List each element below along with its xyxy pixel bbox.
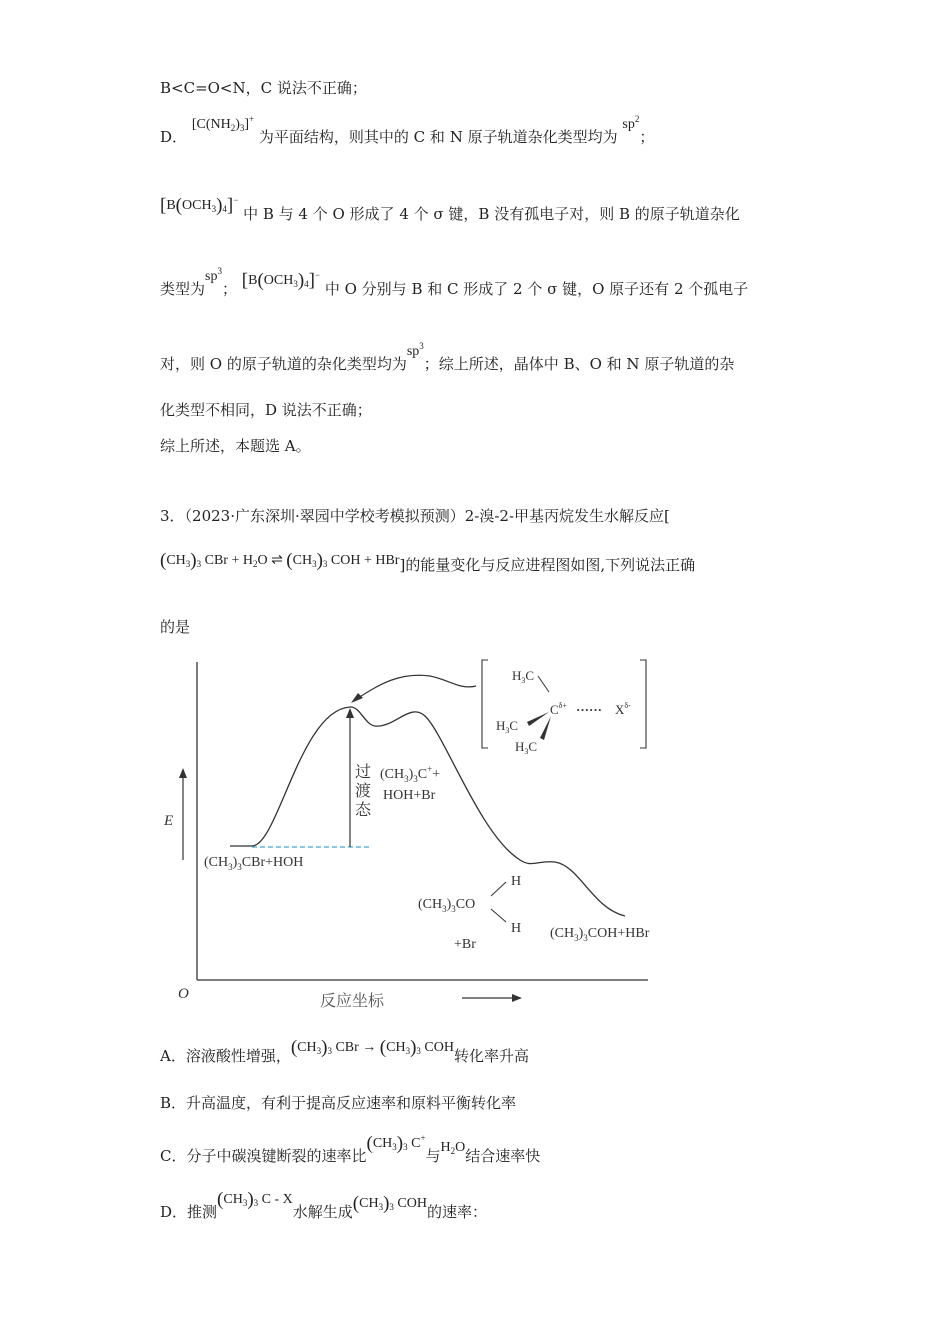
explanation-line-b1: $[B(OCH_3)_4]^-$ 中 B 与 4 个 O 形成了 4 个 σ 键，B 没有孤电子对，则 B 的原子轨道杂化: [160, 195, 740, 223]
ts-label-2: 渡: [355, 781, 372, 800]
ts-wedge-left: [527, 712, 549, 726]
ts-bond-top: [538, 676, 549, 692]
bromide-label: +Br: [454, 937, 476, 952]
ts-wedge-bottom: [540, 716, 551, 740]
borate-formula-2: $[B(OCH_3)_4]^-$: [241, 270, 321, 291]
explanation-line-b4: 化类型不相同，D 说法不正确；: [160, 401, 372, 419]
ts-bracket-left: [482, 660, 488, 748]
question-stem-3: 的是: [160, 618, 191, 636]
question-stem-1: 3．（2023·广东深圳·翠园中学校考模拟预测）2-溴-2-甲基丙烷发生水解反应[: [160, 507, 670, 525]
reactant-label: $(CH_3)_3CBr+HOH$: [204, 855, 304, 872]
option-c-cation: $(CH_3)_3$ C+: [366, 1133, 426, 1154]
option-c-water: $H_2O$: [440, 1140, 466, 1156]
option-d-alcohol: $(CH_3)_3$ COH: [352, 1193, 427, 1214]
explanation-line-b3: 对，则 O 的原子轨道的杂化类型均为$sp^3$；综上所述，晶体中 B、O 和 N 原子轨道的杂: [160, 341, 735, 373]
oh-bond-upper: [491, 882, 506, 896]
ts-methyl-left: $H_3C$: [496, 718, 519, 735]
energy-arrow-head: [179, 768, 187, 778]
oxonium-h-lower: H: [511, 921, 522, 936]
borate-formula: $[B(OCH_3)_4]^-$: [160, 195, 239, 216]
option-d: D．推测$(CH_3)_3$ C - X水解生成$(CH_3)_3$ COH的速率：: [160, 1189, 487, 1221]
option-a-formula: $(CH_3)_3$ CBr → $(CH_3)_3$ COH: [290, 1037, 454, 1058]
ts-partial-bond: ······: [576, 702, 603, 717]
x-axis-label: 反应坐标: [320, 991, 385, 1010]
y-axis-label: E: [164, 813, 174, 829]
reaction-coordinate-arrow-head: [512, 994, 522, 1002]
sp2-formula: $sp^2$: [622, 114, 640, 132]
explanation-conclusion: 综上所述，本题选 A。: [160, 437, 311, 455]
ts-methyl-bottom: $H_3C$: [515, 739, 538, 756]
option-b: B．升高温度，有利于提高反应速率和原料平衡转化率: [160, 1094, 517, 1112]
question-stem-2: $(CH_3)_3$ CBr + $H_2O$ ⇌ $(CH_3)_3$ COH + HBr]的能量变化与反应进程图如图,下列说法正确: [160, 550, 696, 574]
energy-curve: [230, 707, 625, 916]
explanation-line-d: D． $[C(NH_2)_3]^+$ 为平面结构，则其中的 C 和 N 原子轨道杂化类型均为 $sp^2$；: [160, 114, 655, 146]
product-label: $(CH_3)_3COH+HBr$: [550, 926, 650, 943]
sp3-formula-2: $sp^3$: [406, 341, 424, 359]
option-c: C．分子中碳溴键断裂的速率比$(CH_3)_3$ C+与$H_2O$结合速率快: [160, 1133, 541, 1165]
ts-central-carbon: $C^{\delta+}$: [550, 701, 567, 717]
energy-profile-diagram: [160, 650, 700, 1010]
oh-bond-lower: [491, 909, 506, 922]
guanidinium-formula: $[C(NH_2)_3]^+$: [191, 114, 255, 133]
intermediate-label-1: $(CH_3)_3C^++$: [380, 764, 441, 784]
activation-arrow-head: [346, 708, 354, 718]
ts-methyl-top: $H_3C$: [512, 668, 535, 685]
ts-label-3: 态: [355, 800, 372, 819]
oxonium-label: $(CH_3)_3CO$: [418, 897, 476, 914]
reaction-equation: $(CH_3)_3$ CBr + $H_2O$ ⇌ $(CH_3)_3$ COH + HBr: [160, 550, 400, 571]
explanation-line-1: B<C=O<N，C 说法不正确；: [160, 79, 367, 97]
curved-arrow-head: [351, 693, 363, 703]
oxonium-h-upper: H: [511, 874, 522, 889]
intermediate-label-2: HOH+Br: [383, 788, 436, 803]
ts-bracket-right: [640, 660, 646, 748]
option-d-haloalkane: $(CH_3)_3$ C - X: [217, 1189, 293, 1210]
option-a: A．溶液酸性增强，$(CH_3)_3$ CBr → $(CH_3)_3$ COH转化率升高: [160, 1037, 529, 1065]
sp3-formula: $sp^3$: [205, 266, 222, 284]
explanation-line-b2: 类型为$sp^3$； $[B(OCH_3)_4]^-$ 中 O 分别与 B 和 C 形成了 2 个 σ 键，O 原子还有 2 个孤电子: [160, 266, 749, 298]
ts-leaving-group: $X^{\delta-}$: [615, 701, 631, 717]
ts-label-1: 过: [355, 762, 372, 781]
origin-label: O: [178, 986, 189, 1002]
curved-arrow: [358, 675, 476, 698]
